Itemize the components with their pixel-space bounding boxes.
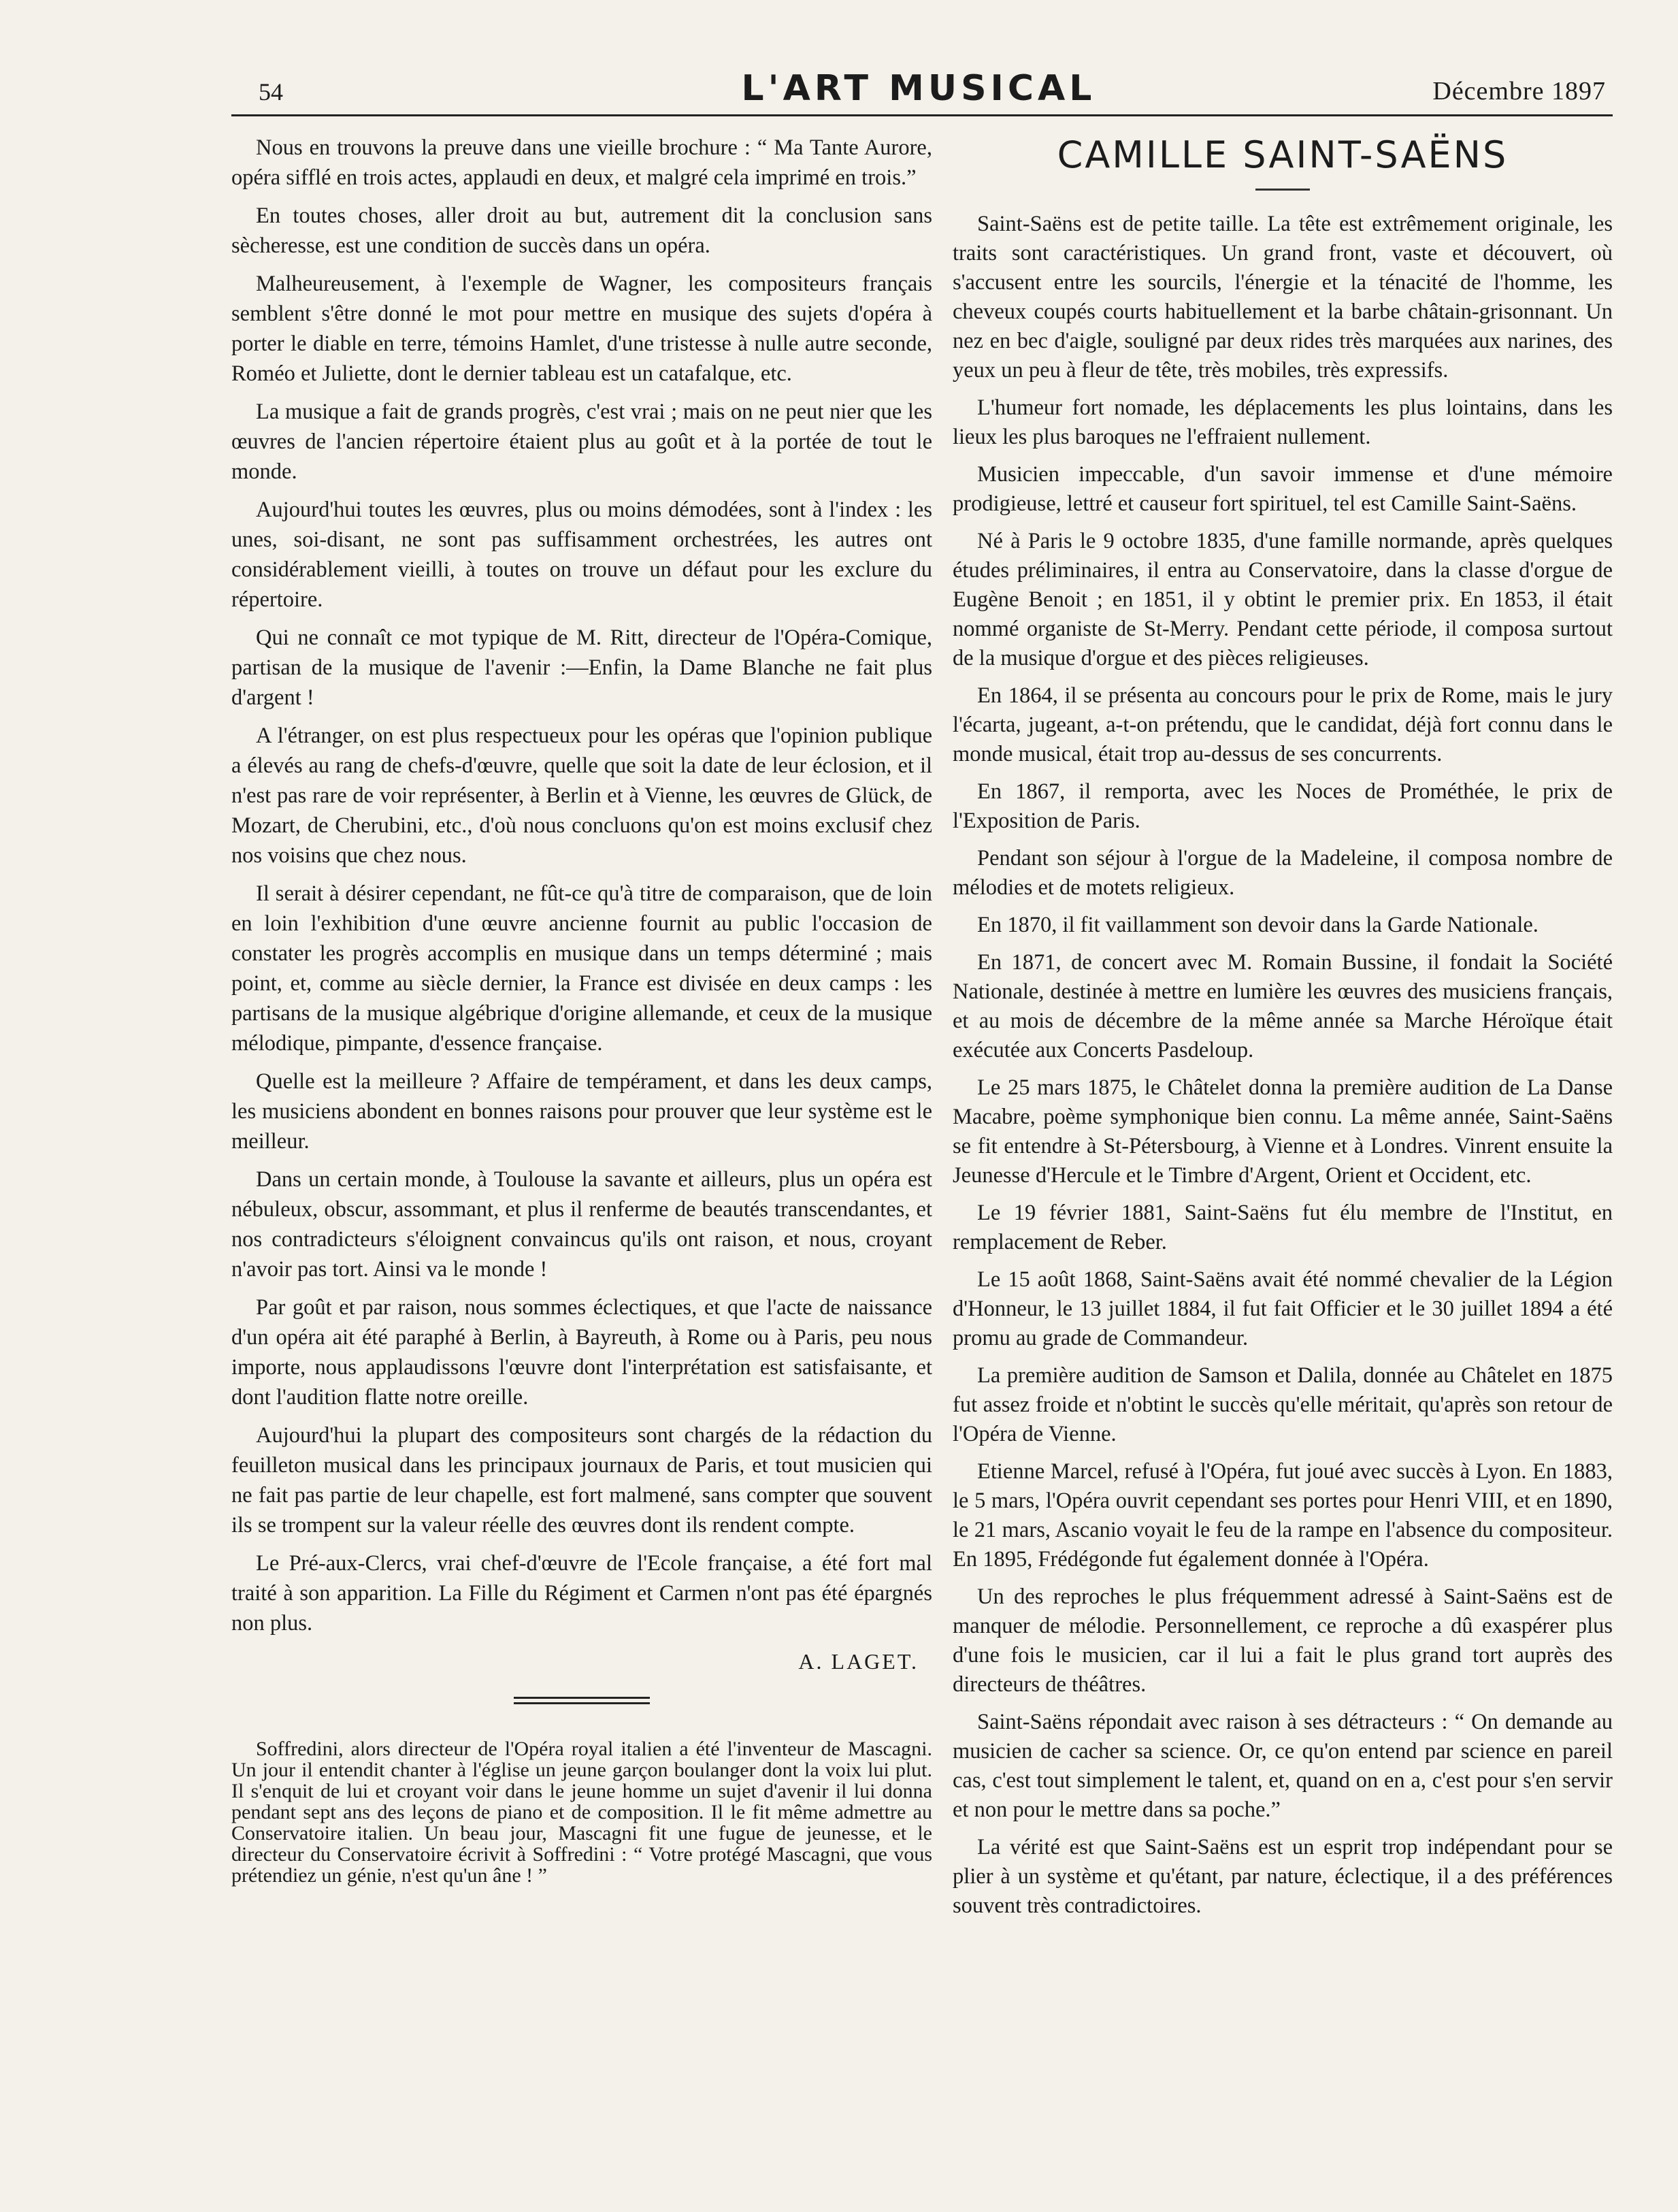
paragraph: La première audition de Samson et Dalila, donnée au Châtelet en 1875 fut assez froide et n'obtint le succès qu'elle méritait, qu'après son retour de l'Opéra de Vienne.: [953, 1363, 1613, 1446]
paragraph: Le 25 mars 1875, le Châtelet donna la première audition de La Danse Macabre, poème symphonique bien connu. La même année, Saint-Saëns se fit entendre à St-Pétersbourg, à Vienne et à Londres. Vinrent ensuite la Jeunesse d'Hercule et le Timbre d'Argent, Orient et Occident, etc.: [953, 1075, 1613, 1188]
header-rule: [231, 114, 1613, 116]
masthead: L'ART MUSICAL: [741, 68, 1096, 109]
paragraph: En toutes choses, aller droit au but, autrement dit la conclusion sans sècheresse, est une condition de succès dans un opéra.: [231, 204, 932, 258]
paragraph: Saint-Saëns répondait avec raison à ses détracteurs : “ On demande au musicien de cacher sa science. Or, ce qu'on entend par science en pareil cas, c'est tout simplement le talent, et, quand on en a, c'est pour s'en servir et non pour le mettre dans sa poche.”: [953, 1710, 1613, 1822]
paragraph: Le 19 février 1881, Saint-Saëns fut élu membre de l'Institut, en remplacement de Reber.: [953, 1201, 1613, 1254]
paragraph: Aujourd'hui la plupart des compositeurs sont chargés de la rédaction du feuilleton musical dans les principaux journaux de Paris, et tout musicien qui ne fait pas partie de leur chapelle, est fort malmené, sans compter que souvent ils se trompent sur la valeur réelle des œuvres dont ils rendent compte.: [231, 1423, 932, 1538]
paragraph: Le Pré-aux-Clercs, vrai chef-d'œuvre de l'Ecole française, a été fort mal traité à son apparition. La Fille du Régiment et Carmen n'ont pas été épargnés non plus.: [231, 1551, 932, 1636]
author-signature: A. LAGET.: [798, 1649, 919, 1674]
paragraph: Saint-Saëns est de petite taille. La tête est extrêmement originale, les traits sont caractéristiques. Un grand front, vaste et découvert, où s'accusent entre les sourcils, l'énergie et la ténacité de l'homme, les cheveux coupés courts habituellement et la barbe châtain-grisonnant. Un nez en bec d'aigle, souligné par deux rides très marquées aux narines, des yeux un peu à fleur de tête, très mobiles, très expressifs.: [953, 212, 1613, 383]
paragraph: La vérité est que Saint-Saëns est un esprit trop indépendant pour se plier à un système et qu'étant, par nature, éclectique, il a des préférences souvent très contradictoires.: [953, 1835, 1613, 1918]
paragraph: Qui ne connaît ce mot typique de M. Ritt, directeur de l'Opéra-Comique, partisan de la musique de l'avenir :—Enfin, la Dame Blanche ne fait plus d'argent !: [231, 625, 932, 710]
paragraph: A l'étranger, on est plus respectueux pour les opéras que l'opinion publique a élevés au rang de chefs-d'œuvre, quelle que soit la date de leur éclosion, et il n'est pas rare de voir représenter, à Berlin et à Vienne, les œuvres de Glück, de Mozart, de Cherubini, etc., d'où nous concluons qu'on est moins exclusif chez nos voisins que chez nous.: [231, 723, 932, 868]
left-column: [231, 133, 932, 1894]
anecdote-block: [231, 1738, 932, 1886]
paragraph: En 1867, il remporta, avec les Noces de Prométhée, le prix de l'Exposition de Paris.: [953, 779, 1613, 833]
section-divider: [514, 1697, 650, 1704]
paragraph: Etienne Marcel, refusé à l'Opéra, fut joué avec succès à Lyon. En 1883, le 5 mars, l'Opéra ouvrit cependant ses portes pour Henri VIII, et en 1890, le 21 mars, Ascanio voyait le feu de la rampe en l'absence du compositeur. En 1895, Frédégonde fut également donnée à l'Opéra.: [953, 1459, 1613, 1572]
article-title: CAMILLE SAINT-SAËNS: [1057, 133, 1509, 176]
paragraph: Nous en trouvons la preuve dans une vieille brochure : “ Ma Tante Aurore, opéra sifflé en trois actes, applaudi en deux, et malgré cela imprimé en trois.”: [231, 135, 932, 190]
paragraph: Pendant son séjour à l'orgue de la Madeleine, il composa nombre de mélodies et de motets religieux.: [953, 846, 1613, 900]
issue-date: Décembre 1897: [1432, 77, 1606, 105]
page-header: [231, 68, 1606, 109]
anecdote-paragraph: Soffredini, alors directeur de l'Opéra royal italien a été l'inventeur de Mascagni. Un jour il entendit chanter à l'église un jeune garçon boulanger dont la voix lui plut. Il s'enquit de lui et croyant voir dans le jeune homme un sujet d'avenir il lui donna pendant sept ans des leçons de piano et de composition. Il le fit même admettre au Conservatoire italien. Un beau jour, Mascagni fit une fugue de jeunesse, et le directeur du Conservatoire écrivit à Soffredini : “ Votre protégé Mascagni, que vous prétendiez un génie, n'est qu'un âne ! ”: [231, 1738, 932, 1887]
paragraph: La musique a fait de grands progrès, c'est vrai ; mais on ne peut nier que les œuvres de l'ancien répertoire étaient plus au goût et à la portée de tout le monde.: [231, 400, 932, 484]
right-column: [953, 133, 1613, 1929]
paragraph: Né à Paris le 9 octobre 1835, d'une famille normande, après quelques études préliminaires, il entra au Conservatoire, dans la classe d'orgue de Eugène Benoit ; en 1851, il y obtint le premier prix. En 1853, il était nommé organiste de St-Merry. Pendant cette période, il composa surtout de la musique d'orgue et des pièces religieuses.: [953, 529, 1613, 670]
paragraph: En 1871, de concert avec M. Romain Bussine, il fondait la Société Nationale, destinée à mettre en lumière les œuvres des musiciens français, et au mois de décembre de la même année sa Marche Héroïque était exécutée aux Concerts Pasdeloup.: [953, 950, 1613, 1062]
paragraph: En 1864, il se présenta au concours pour le prix de Rome, mais le jury l'écarta, jugeant, a-t-on prétendu, que le candidat, déjà fort connu dans le monde musical, était trop au-dessus de ses concurrents.: [953, 683, 1613, 766]
title-rule: [1255, 189, 1310, 191]
paragraph: Le 15 août 1868, Saint-Saëns avait été nommé chevalier de la Légion d'Honneur, le 13 juillet 1884, il fut fait Officier et le 30 juillet 1894 a été promu au grade de Commandeur.: [953, 1267, 1613, 1350]
paragraph: Dans un certain monde, à Toulouse la savante et ailleurs, plus un opéra est nébuleux, obscur, assommant, et plus il renferme de beautés transcendantes, et nos contradicteurs s'éloignent convaincus qu'ils ont raison, et nous, croyant n'avoir pas tort. Ainsi va le monde !: [231, 1167, 932, 1282]
paragraph: L'humeur fort nomade, les déplacements les plus lointains, dans les lieux les plus baroques ne l'effraient nullement.: [953, 395, 1613, 449]
page-number: 54: [259, 78, 283, 105]
paragraph: Il serait à désirer cependant, ne fût-ce qu'à titre de comparaison, que de loin en loin l'exhibition d'une œuvre ancienne fournit au public l'occasion de constater les progrès accomplis en musique dans un temps déterminé ; mais point, et, comme au siècle dernier, la France est divisée en deux camps : les partisans de la musique algébrique d'origine allemande, et ceux de la musique mélodique, pimpante, d'essence française.: [231, 881, 932, 1056]
paragraph: Aujourd'hui toutes les œuvres, plus ou moins démodées, sont à l'index : les unes, soi-disant, ne sont pas suffisamment orchestrées, les autres ont considérablement vieilli, à toutes on trouve un défaut pour les exclure du répertoire.: [231, 498, 932, 612]
paragraph: Musicien impeccable, d'un savoir immense et d'une mémoire prodigieuse, lettré et causeur fort spirituel, tel est Camille Saint-Saëns.: [953, 462, 1613, 516]
paragraph: Par goût et par raison, nous sommes éclectiques, et que l'acte de naissance d'un opéra ait été paraphé à Berlin, à Bayreuth, à Rome ou à Paris, peu nous importe, nous applaudissons l'œuvre dont l'interprétation est satisfaisante, et dont l'audition flatte notre oreille.: [231, 1295, 932, 1410]
paragraph: Malheureusement, à l'exemple de Wagner, les compositeurs français semblent s'être donné le mot pour mettre en musique des sujets d'opéra à porter le diable en terre, témoins Hamlet, d'une tristesse à nulle autre seconde, Roméo et Juliette, dont le dernier tableau est un catafalque, etc.: [231, 272, 932, 386]
paragraph: Quelle est la meilleure ? Affaire de tempérament, et dans les deux camps, les musiciens abondent en bonnes raisons pour prouver que leur système est le meilleur.: [231, 1069, 932, 1154]
paragraph: En 1870, il fit vaillamment son devoir dans la Garde Nationale.: [977, 913, 1539, 937]
paragraph: Un des reproches le plus fréquemment adressé à Saint-Saëns est de manquer de mélodie. Personnellement, ce reproche a dû exaspérer plus d'une fois le musicien, car il lui a fait le plus grand tort auprès des directeurs de théâtres.: [953, 1584, 1613, 1697]
